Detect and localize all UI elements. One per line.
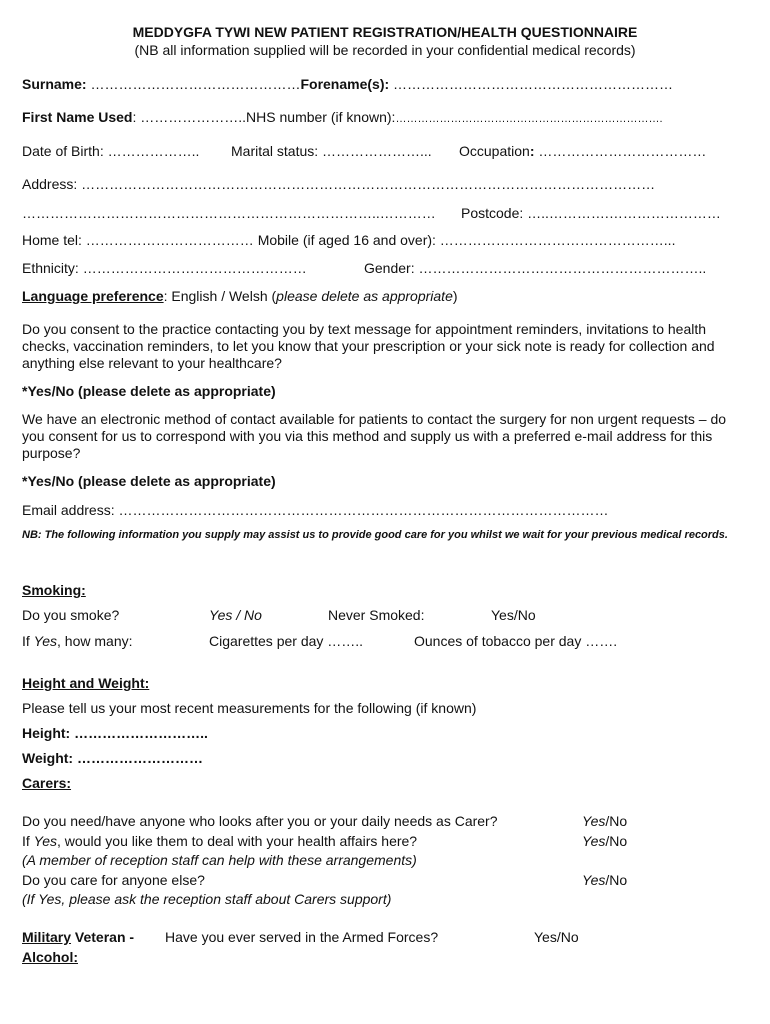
carer-deal-if: If <box>22 833 34 849</box>
email-consent-yesno[interactable]: *Yes/No (please delete as appropriate) <box>22 473 276 489</box>
text-consent-yesno[interactable]: *Yes/No (please delete as appropriate) <box>22 383 276 399</box>
text-consent-paragraph: Do you consent to the practice contacting you by text message for appointment reminders, invitations to health checks, vaccination reminders, to let you know that your prescription or your sick note is ready for collection and anything else relevant to your healthcare? <box>22 321 715 371</box>
address-line-2[interactable]: …………………………………………………………………..………… <box>22 205 436 221</box>
gender-field[interactable]: Gender: …………………………………………………….. <box>364 260 707 276</box>
armed-forces-answer[interactable]: Yes/No <box>534 929 579 945</box>
never-smoked-label: Never Smoked: <box>328 607 425 623</box>
carer-need-no[interactable]: /No <box>605 813 628 829</box>
language-close: ) <box>452 288 458 304</box>
language-options[interactable]: : English / Welsh ( <box>163 288 277 304</box>
armed-forces-question: Have you ever served in the Armed Forces? <box>165 929 439 945</box>
care-for-other-question: Do you care for anyone else? <box>22 872 205 888</box>
dob-field[interactable]: Date of Birth: ……………….. <box>22 143 200 159</box>
occupation-field[interactable]: ……………………………… <box>534 143 707 159</box>
first-name-label: First Name Used <box>22 109 133 125</box>
never-smoked-answer[interactable]: Yes/No <box>491 607 536 623</box>
veteran-label: Veteran - <box>71 929 135 945</box>
smoke-question: Do you smoke? <box>22 607 120 623</box>
surname-label: Surname: <box>22 76 87 92</box>
surname-field[interactable]: ……………………………………… <box>86 76 301 92</box>
home-tel-mobile-field[interactable]: Home tel: ……………………………… Mobile (if aged 16 and over): …………………………………………... <box>22 232 676 248</box>
how-many-question <box>22 633 133 649</box>
military-veteran-label <box>22 929 134 945</box>
occupation-label: Occupation <box>459 143 530 159</box>
care-for-other-no[interactable]: /No <box>605 872 628 888</box>
first-name-field[interactable]: : ………………….. <box>132 109 247 125</box>
form-subtitle: (NB all information supplied will be recorded in your confidential medical records) <box>134 42 636 58</box>
height-field[interactable]: Height: ……………………….. <box>22 725 208 741</box>
care-for-other-yes[interactable]: Yes <box>582 872 606 888</box>
alcohol-heading: Alcohol: <box>22 949 78 965</box>
nhs-field[interactable]: ………………………………………………………………. <box>395 113 663 125</box>
nb-note: NB: The following information you supply may assist us to provide good care for you whilst we wait for your previous medical records. <box>22 529 728 541</box>
surname-line <box>22 76 673 92</box>
carer-need-question: Do you need/have anyone who looks after you or your daily needs as Carer? <box>22 813 498 829</box>
how-many-rest: , how many: <box>57 633 133 649</box>
marital-status-field[interactable]: Marital status: …………………... <box>231 143 432 159</box>
occupation-line <box>459 143 706 159</box>
carer-deal-yes-word: Yes <box>33 833 58 849</box>
care-for-other-answer[interactable] <box>582 872 627 888</box>
how-many-if: If <box>22 633 34 649</box>
carer-need-answer[interactable] <box>582 813 627 829</box>
carers-heading: Carers: <box>22 775 72 791</box>
occupation-colon: : <box>529 143 535 159</box>
measurements-intro: Please tell us your most recent measurements for the following (if known) <box>22 700 477 716</box>
smoking-heading: Smoking: <box>22 582 86 598</box>
first-name-line <box>22 109 663 125</box>
carer-deal-no[interactable]: /No <box>605 833 628 849</box>
language-label: Language preference <box>22 288 164 304</box>
forename-field[interactable]: …………………………………………………… <box>389 76 674 92</box>
language-note: please delete as appropriate <box>276 288 453 304</box>
carer-note-reception: (A member of reception staff can help with these arrangements) <box>22 852 417 868</box>
how-many-yes: Yes <box>33 633 58 649</box>
weight-field[interactable]: Weight: ……………………… <box>22 750 203 766</box>
carer-deal-rest: , would you like them to deal with your health affairs here? <box>57 833 418 849</box>
tobacco-field[interactable]: Ounces of tobacco per day ……. <box>414 633 618 649</box>
form-title: MEDDYGFA TYWI NEW PATIENT REGISTRATION/HEALTH QUESTIONNAIRE <box>132 24 638 40</box>
email-consent-paragraph: We have an electronic method of contact available for patients to contact the surgery for non urgent requests – do you consent for us to correspond with you via this method and supply us with a preferred e-mail address for this purpose? <box>22 411 727 461</box>
ethnicity-field[interactable]: Ethnicity: ………………………………………… <box>22 260 307 276</box>
smoke-answer[interactable]: Yes / No <box>209 607 262 623</box>
carer-deal-answer[interactable] <box>582 833 627 849</box>
carer-note-support: (If Yes, please ask the reception staff about Carers support) <box>22 891 392 907</box>
language-preference-line[interactable] <box>22 288 458 304</box>
carer-need-yes[interactable]: Yes <box>582 813 606 829</box>
postcode-field[interactable]: Postcode: …..………….…………………… <box>461 205 721 221</box>
military-label: Military <box>22 929 72 945</box>
carer-deal-question <box>22 833 417 849</box>
carer-deal-yes[interactable]: Yes <box>582 833 606 849</box>
email-address-field[interactable]: Email address: …………………………………………………………………………………………… <box>22 502 609 518</box>
address-field[interactable]: Address: …………………………………………………………………………………………………………… <box>22 176 656 192</box>
forename-label: Forename(s): <box>300 76 390 92</box>
cigarettes-field[interactable]: Cigarettes per day …….. <box>209 633 364 649</box>
height-weight-heading: Height and Weight: <box>22 675 150 691</box>
nhs-label: NHS number (if known): <box>246 109 396 125</box>
